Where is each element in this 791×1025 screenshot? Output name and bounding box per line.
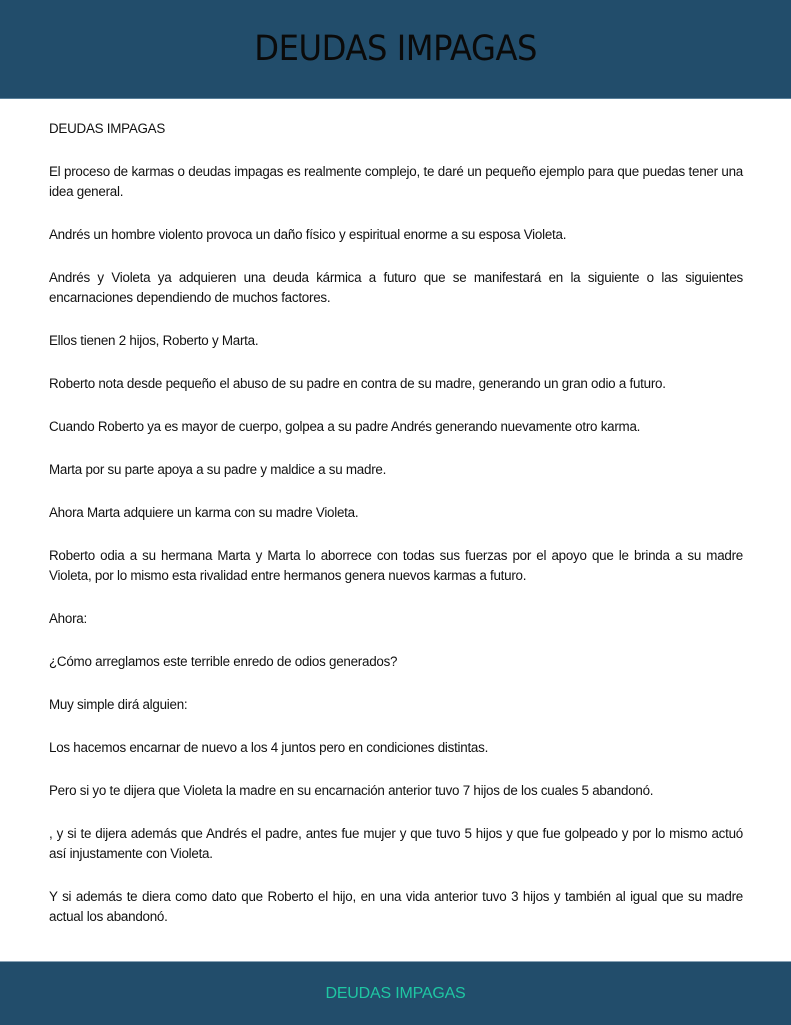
header-title: DEUDAS IMPAGAS: [254, 29, 537, 69]
footer-title: DEUDAS IMPAGAS: [325, 984, 466, 1002]
page-header: [0, 0, 791, 99]
page-footer: [0, 961, 791, 1025]
paragraph: Andrés un hombre violento provoca un daño físico y espiritual enorme a su esposa Violeta.: [49, 227, 567, 242]
paragraph: Marta por su parte apoya a su padre y maldice a su madre.: [49, 462, 387, 477]
paragraph: Roberto odia a su hermana Marta y Marta lo aborrece con todas sus fuerzas por el apoyo que le brinda a su madre Violeta, por lo mismo esta rivalidad entre hermanos genera nuevos karmas a futuro.: [49, 548, 743, 583]
paragraph: Y si además te diera como dato que Roberto el hijo, en una vida anterior tuvo 3 hijos y también al igual que su madre actual los abandonó.: [49, 889, 743, 924]
paragraph: ¿Cómo arreglamos este terrible enredo de odios generados?: [49, 654, 398, 669]
paragraph: Muy simple dirá alguien:: [49, 697, 188, 712]
paragraph: , y si te dijera además que Andrés el padre, antes fue mujer y que tuvo 5 hijos y que fue golpeado y por lo mismo actuó así injustamente con Violeta.: [49, 826, 743, 861]
paragraph: Pero si yo te dijera que Violeta la madre en su encarnación anterior tuvo 7 hijos de los cuales 5 abandonó.: [49, 783, 654, 798]
paragraph: Los hacemos encarnar de nuevo a los 4 juntos pero en condiciones distintas.: [49, 740, 489, 755]
paragraph: Ellos tienen 2 hijos, Roberto y Marta.: [49, 333, 259, 348]
paragraph: Roberto nota desde pequeño el abuso de su padre en contra de su madre, generando un gran odio a futuro.: [49, 376, 666, 391]
paragraph: El proceso de karmas o deudas impagas es realmente complejo, te daré un pequeño ejemplo para que puedas tener una idea general.: [49, 164, 743, 199]
paragraph: Cuando Roberto ya es mayor de cuerpo, golpea a su padre Andrés generando nuevamente otro karma.: [49, 419, 641, 434]
document-body: [49, 119, 743, 927]
paragraph: Andrés y Violeta ya adquieren una deuda kármica a futuro que se manifestará en la siguiente o las siguientes encarnaciones dependiendo de muchos factores.: [49, 270, 743, 305]
paragraph: Ahora Marta adquiere un karma con su madre Violeta.: [49, 505, 359, 520]
paragraph: Ahora:: [49, 611, 87, 626]
section-heading: DEUDAS IMPAGAS: [49, 121, 166, 136]
